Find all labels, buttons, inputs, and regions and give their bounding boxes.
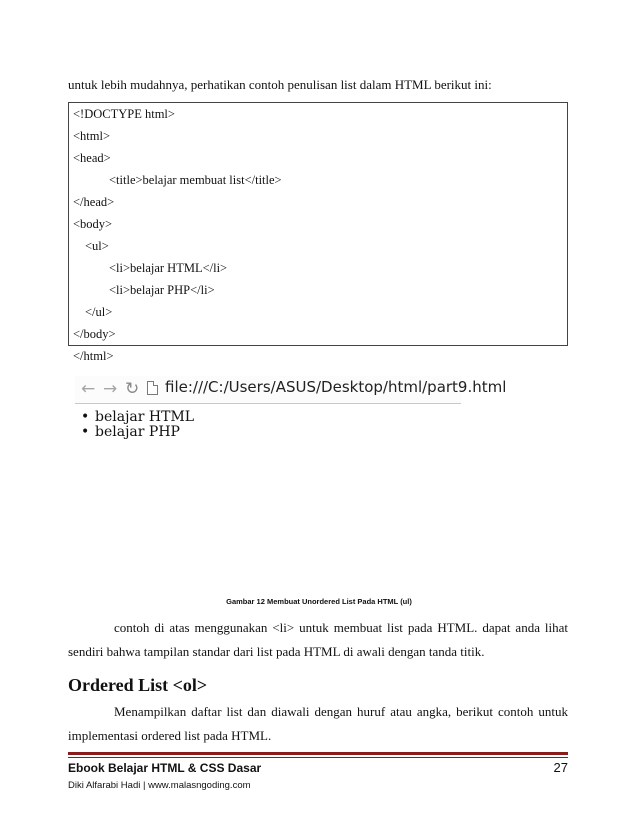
code-line: </ul> (85, 305, 113, 319)
footer-author: Diki Alfarabi Hadi | www.malasngoding.com (68, 780, 251, 791)
list-item: • belajar HTML (79, 410, 194, 425)
forward-arrow-icon[interactable]: → (103, 379, 118, 399)
section-heading: Ordered List <ol> (68, 675, 208, 695)
footer-rule (68, 752, 568, 755)
code-line: <ul> (85, 239, 109, 253)
code-line: <li>belajar PHP</li> (109, 283, 215, 297)
paragraph: Menampilkan daftar list dan diawali dengan huruf atau angka, berikut contoh untuk implementasi ordered list pada HTML. (68, 704, 568, 743)
browser-toolbar (75, 376, 507, 404)
back-arrow-icon[interactable]: ← (81, 379, 96, 399)
page-number: 27 (553, 760, 568, 775)
paragraph: contoh di atas menggunakan <li> untuk membuat list pada HTML. dapat anda lihat sendiri bahwa tampilan standar dari list pada HTML di awali dengan tanda titik. (68, 620, 568, 659)
code-line: <!DOCTYPE html> (73, 107, 175, 121)
browser-screenshot (75, 376, 507, 446)
code-line: <head> (73, 151, 111, 165)
code-line: </body> (73, 327, 116, 341)
url-bar[interactable]: file:///C:/Users/ASUS/Desktop/html/part9.html (165, 378, 507, 396)
code-line: <li>belajar HTML</li> (109, 261, 228, 275)
footer-rule-thin (68, 757, 568, 758)
code-line: <title>belajar membuat list</title> (109, 173, 282, 187)
list-item: • belajar PHP (79, 425, 194, 440)
code-line: </head> (73, 195, 115, 209)
page-icon (147, 381, 158, 395)
code-box (68, 102, 568, 363)
code-line: <body> (73, 217, 113, 231)
rendered-list (79, 410, 194, 440)
footer-title: Ebook Belajar HTML & CSS Dasar (68, 761, 262, 775)
code-line: </html> (73, 349, 114, 363)
intro-text: untuk lebih mudahnya, perhatikan contoh penulisan list dalam HTML berikut ini: (68, 77, 492, 92)
figure-caption: Gambar 12 Membuat Unordered List Pada HTML (ul) (226, 597, 412, 606)
code-line: <html> (73, 129, 111, 143)
reload-icon[interactable]: ↻ (125, 379, 140, 399)
